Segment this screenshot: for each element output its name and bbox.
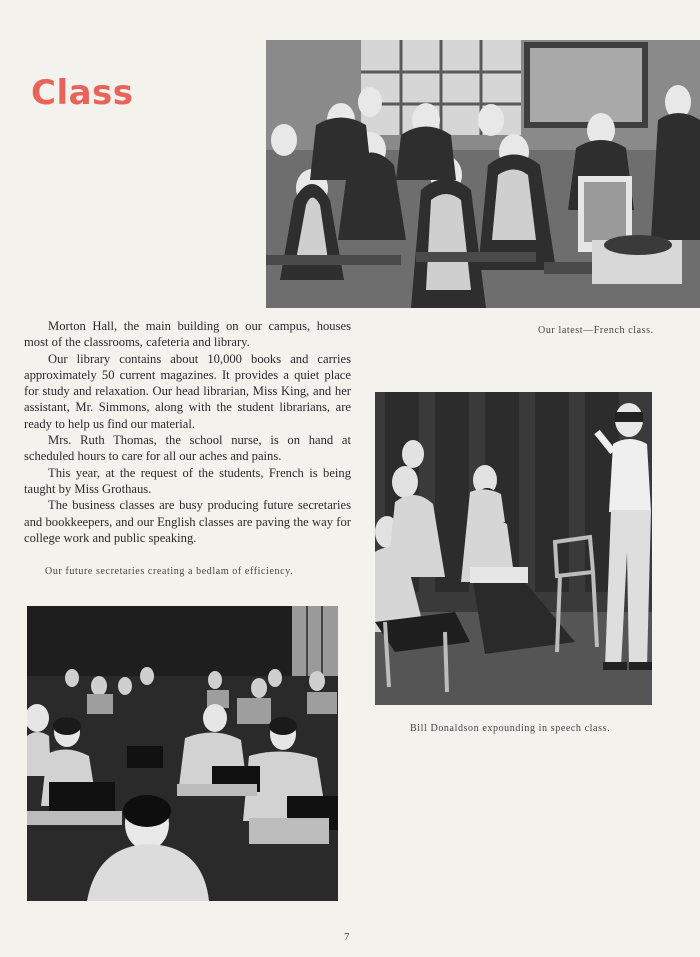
french-class-caption: Our latest—French class. [538,325,654,336]
paragraph: The business classes are busy producing future secretaries and bookkeepers, and our English classes are paving the way for college work and public speaking. [24,498,351,545]
paragraph: Our library contains about 10,000 books and carries approximately 50 current magazines. It provides a quiet place for study and relaxation. Our head librarian, Miss King, and her assistant, Mr. Simmons, along with the student librarians, are ready to help us find our material. [24,351,351,431]
speech-class-caption: Bill Donaldson expounding in speech class. [410,723,611,734]
page-number: 7 [344,931,350,943]
french-class-photo [266,40,700,308]
body-text [24,318,351,546]
typing-class-caption: Our future secretaries creating a bedlam of efficiency. [45,566,294,577]
speech-class-photo [375,392,652,705]
paragraph: Mrs. Ruth Thomas, the school nurse, is on hand at scheduled hours to care for all our aches and pains. [24,433,351,464]
paragraph: Morton Hall, the main building on our campus, houses most of the classrooms, cafeteria and library. [24,319,351,350]
typing-class-photo [27,606,338,901]
paragraph: This year, at the request of the students, French is being taught by Miss Grothaus. [24,465,351,496]
page-heading: Class [31,73,134,113]
